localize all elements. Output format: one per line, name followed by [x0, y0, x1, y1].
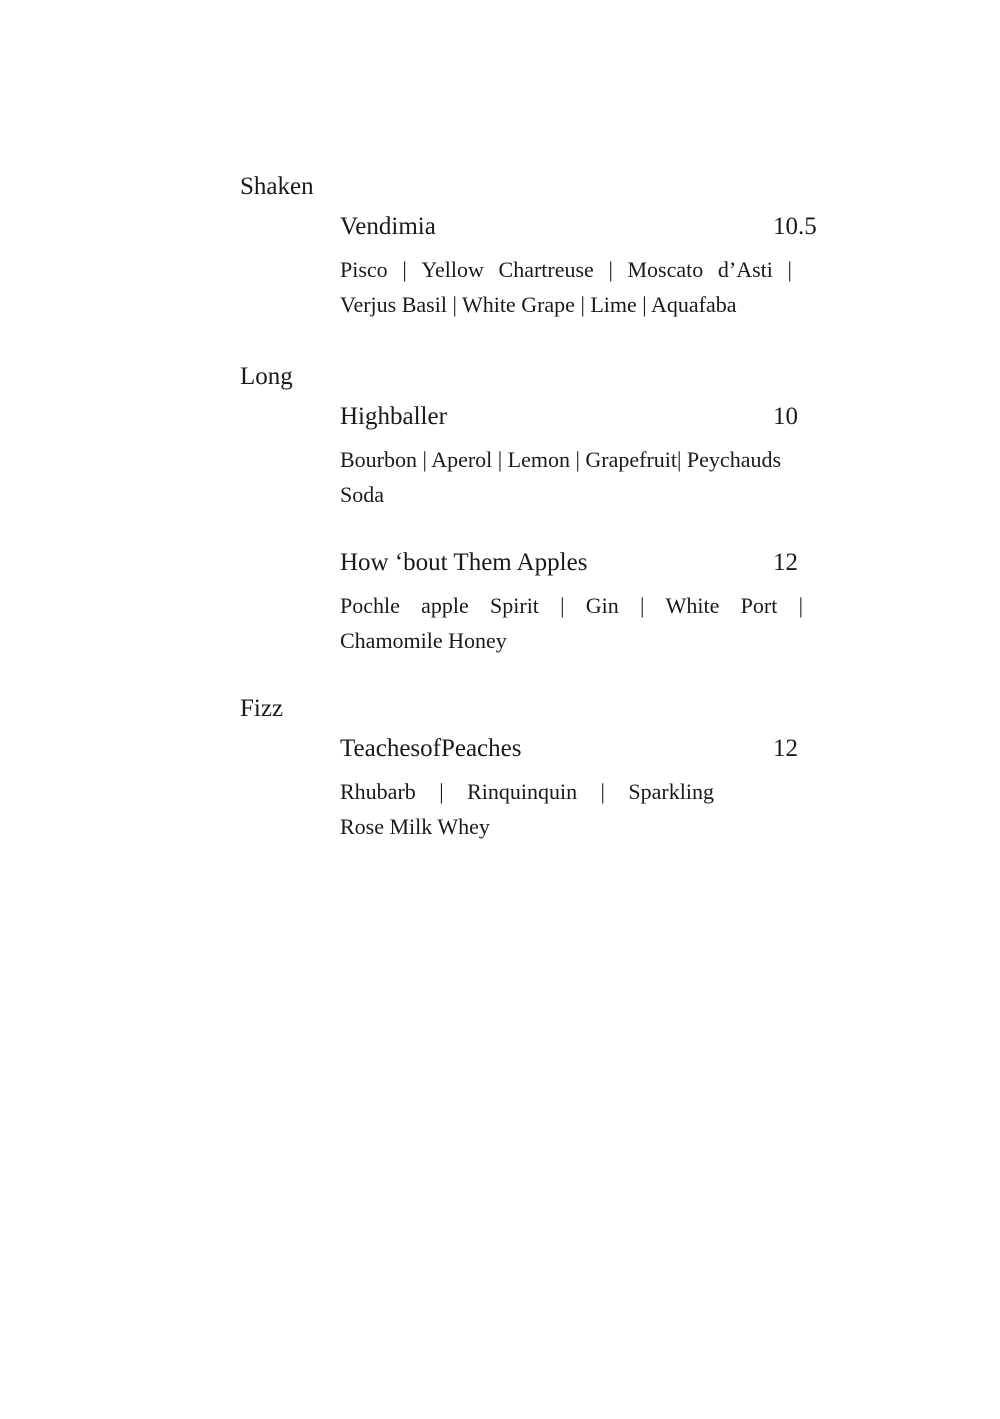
- description-word: |: [600, 779, 605, 804]
- menu-item-header: [340, 550, 810, 580]
- description-word: White: [665, 593, 720, 618]
- menu-item-name: TeachesofPeaches: [340, 735, 522, 762]
- description-word: |: [787, 257, 792, 282]
- menu-item-price: 10.5: [773, 213, 817, 240]
- menu-item-description: [340, 588, 810, 658]
- description-word: |: [560, 593, 565, 618]
- description-line: [340, 252, 792, 287]
- menu-item-description: [340, 252, 810, 322]
- description-line: Rose Milk Whey: [340, 814, 490, 839]
- menu-item-teachesofpeaches: [340, 736, 810, 844]
- description-word: Yellow: [421, 257, 484, 282]
- menu-item-price: 12: [773, 735, 798, 762]
- menu-item-header: [340, 213, 817, 244]
- description-word: Spirit: [490, 593, 539, 618]
- description-word: |: [402, 257, 407, 282]
- description-line: [340, 774, 714, 809]
- section-title-fizz: Fizz: [240, 695, 284, 722]
- description-word: |: [439, 779, 444, 804]
- description-word: |: [640, 593, 645, 618]
- menu-item-description: [340, 442, 810, 512]
- description-line: Bourbon | Aperol | Lemon | Grapefruit| Peychauds: [340, 447, 782, 472]
- description-word: Moscato: [627, 257, 704, 282]
- description-word: Sparkling: [628, 779, 714, 804]
- description-word: Gin: [585, 593, 619, 618]
- menu-item-description: [340, 774, 810, 844]
- section-title-shaken: Shaken: [240, 173, 314, 200]
- menu-item-how-bout-them-apples: [340, 550, 810, 658]
- menu-item-name: How ‘bout Them Apples: [340, 549, 588, 576]
- menu-item-header: [340, 404, 810, 434]
- description-word: Rinquinquin: [467, 779, 578, 804]
- menu-item-name: Highballer: [340, 403, 447, 430]
- menu-item-vendimia: [340, 213, 817, 322]
- description-word: Pisco: [340, 257, 388, 282]
- menu-item-price: 12: [773, 549, 798, 576]
- description-line: Chamomile Honey: [340, 628, 507, 653]
- description-word: Port: [740, 593, 778, 618]
- menu-item-highballer: [340, 404, 810, 512]
- menu-item-price: 10: [773, 403, 798, 430]
- section-title-long: Long: [240, 363, 293, 390]
- description-word: Pochle: [340, 593, 400, 618]
- description-line: [340, 588, 803, 623]
- description-word: d’Asti: [717, 257, 773, 282]
- description-line: Soda: [340, 482, 384, 507]
- description-word: Chartreuse: [498, 257, 594, 282]
- menu-item-name: Vendimia: [340, 213, 436, 240]
- description-line: Verjus Basil | White Grape | Lime | Aquafaba: [340, 292, 737, 317]
- description-word: apple: [421, 593, 469, 618]
- description-word: Rhubarb: [340, 779, 416, 804]
- menu-item-header: [340, 736, 810, 766]
- description-word: |: [798, 593, 803, 618]
- description-word: |: [608, 257, 613, 282]
